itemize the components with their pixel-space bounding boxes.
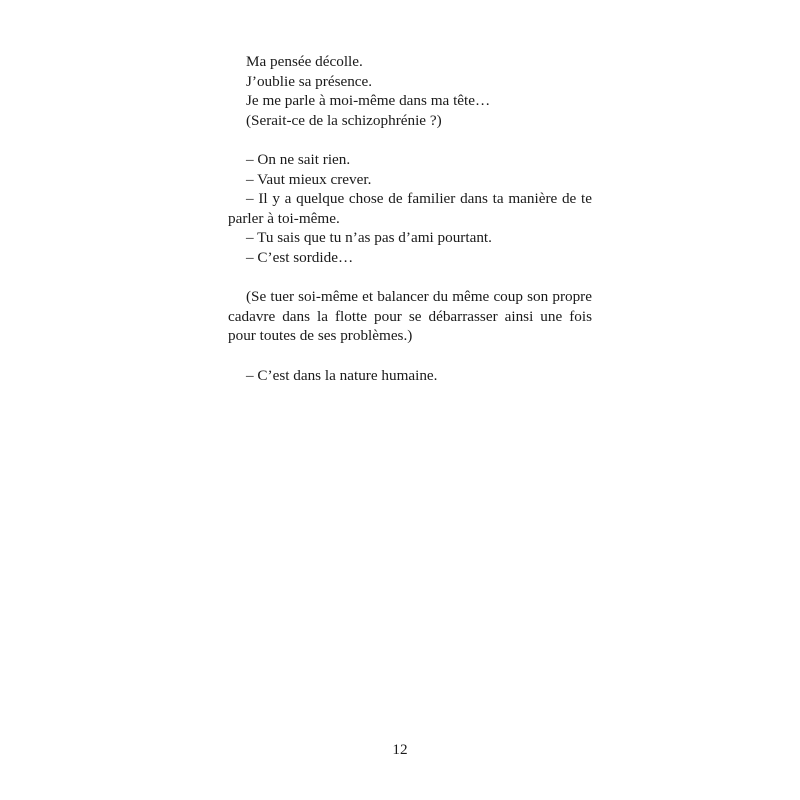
dialogue-line: – On ne sait rien. bbox=[246, 150, 351, 168]
page-body-text bbox=[228, 52, 592, 385]
paragraph: (Serait-ce de la schizophrénie ?) bbox=[246, 111, 442, 129]
dialogue-line: – Vaut mieux crever. bbox=[246, 170, 372, 188]
paragraph: Ma pensée décolle. bbox=[246, 53, 363, 70]
dialogue-line: – C’est sordide… bbox=[246, 248, 354, 266]
dialogue-line: – Tu sais que tu n’as pas d’ami pourtant. bbox=[246, 229, 492, 247]
paragraph-gap bbox=[228, 130, 592, 150]
dialogue-line: – Il y a quelque chose de familier dans ta manière de te parler à toi-même. bbox=[228, 190, 592, 227]
paragraph: (Se tuer soi-même et balancer du même coup son propre cadavre dans la flotte pour se débarrasser ainsi une fois pour toutes de ses problèmes.) bbox=[228, 288, 592, 345]
paragraph-gap bbox=[228, 268, 592, 288]
dialogue-line: – C’est dans la nature humaine. bbox=[246, 366, 438, 384]
paragraph-gap bbox=[228, 346, 592, 366]
page-number: 12 bbox=[392, 741, 408, 758]
paragraph: J’oublie sa présence. bbox=[246, 72, 373, 90]
paragraph: Je me parle à moi-même dans ma tête… bbox=[246, 92, 491, 110]
